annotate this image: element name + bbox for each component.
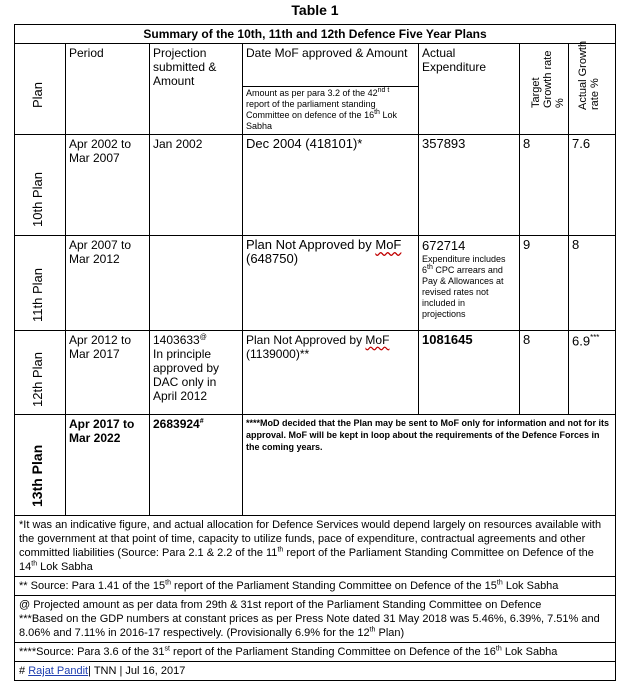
expenditure-cell: 672714 Expenditure includes 6th CPC arrears and Pay & Allowances at revised rates not included in projections [419,236,520,331]
period-cell: Apr 2007 to Mar 2012 [66,236,150,331]
header-projection-line: Projection [153,46,207,60]
projection-cell: 2683924# [150,415,243,516]
projection-cell: 1403633@ In principle approved by DAC only in April 2012 [150,331,243,415]
footnote-byline: # Rajat Pandit| TNN | Jul 16, 2017 [15,662,616,681]
header-target-label: Target Growth rate % [530,50,566,108]
header-period [66,44,150,135]
plan-label: 12th Plan [30,352,45,407]
mof-cell: Plan Not Approved by MoF (648750) [243,236,419,331]
actual-growth-cell: 7.6 [569,135,616,236]
header-projection-line: submitted & [153,60,217,74]
period-cell: Apr 2017 to Mar 2022 [66,415,150,516]
period-cell: Apr 2012 to Mar 2017 [66,331,150,415]
plan-label-cell [15,331,66,415]
expenditure-cell: 357893 [419,135,520,236]
author-link[interactable]: Rajat Pandit [28,665,89,677]
mof-cell: Plan Not Approved by MoF (1139000)** [243,331,419,415]
header-expenditure-line: Expenditure [422,60,487,74]
plan-label-cell [15,236,66,331]
table-label: Table 1 [291,2,339,18]
header-mof [243,44,419,135]
footnote-indicative: *It was an indicative figure, and actual allocation for Defence Services would depend largely on resources available with the government at that point of time, capacity to utilize funds, pace of expenditure, contractual agreements and other committed liabilities (Source: Para 2.1 & 2.2 of the 11th report of the Parliament Standing Committee on Defence of the 14th Lok Sabha [15,516,616,577]
target-growth-cell: 9 [520,236,569,331]
header-mof-label: Date MoF approved & Amount [246,46,408,60]
plan-label-cell [15,415,66,516]
plan-label: 13th Plan [29,444,45,507]
target-growth-cell: 8 [520,331,569,415]
header-target-growth [520,44,569,135]
plan-label: 11th Plan [30,268,45,322]
header-amount-note: Amount as per para 3.2 of the $42^{nd t}$ report of the parliament standing Committee on defence of the 16th Lok Sabha [243,86,418,132]
header-expenditure-line: Actual [422,46,456,60]
plan-label: 10th Plan [30,172,45,227]
projection-cell [150,236,243,331]
target-growth-cell: 8 [520,135,569,236]
footnote-source-31st: ****Source: Para 3.6 of the 31st report of the Parliament Standing Committee on Defence of the 16th Lok Sabha [15,643,616,662]
header-projection-line: Amount [153,74,195,88]
header-plan [15,44,66,135]
actual-growth-cell: 6.9*** [569,331,616,415]
table-caption: Summary of the 10th, 11th and 12th Defence Five Year Plans [15,25,616,44]
expenditure-note: Expenditure includes 6th CPC arrears and Pay & Allowances at revised rates not included in projections [422,254,506,319]
projection-cell: Jan 2002 [150,135,243,236]
actual-growth-cell: 8 [569,236,616,331]
header-actual-growth [569,40,616,135]
period-cell: Apr 2002 to Mar 2007 [66,135,150,236]
plan-label-cell [15,135,66,236]
header-plan-label: Plan [30,81,45,108]
header-period-label: Period [69,46,104,60]
mof-note-cell: ****MoD decided that the Plan may be sent to MoF only for information and not for its approval. MoF will be kept in loop about the requirements of the Defence Forces in the coming years. [243,415,616,516]
footnote-source-15th: ** Source: Para 1.41 of the 15th report of the Parliament Standing Committee on Defence of the 15th Lok Sabha [15,577,616,596]
defence-plans-table [14,24,616,681]
mof-cell: Dec 2004 (418101)* [243,135,419,236]
header-actual-expenditure [419,44,520,135]
footnote-projected-gdp: @ Projected amount as per data from 29th & 31st report of the Parliament Standing Committee on Defence ***Based on the GDP numbers at constant prices as per Press Note dated 31 May 2018 was 5.46%, 6.39%, 7.51% and 8.06% and 7.11% in 2016-17 respectively. (Provisionally 6.9% for the 12th Plan) [15,596,616,643]
header-projection [150,44,243,135]
header-actual-growth-label: Actual Growth rate % [577,40,601,110]
expenditure-cell: 1081645 [419,331,520,415]
